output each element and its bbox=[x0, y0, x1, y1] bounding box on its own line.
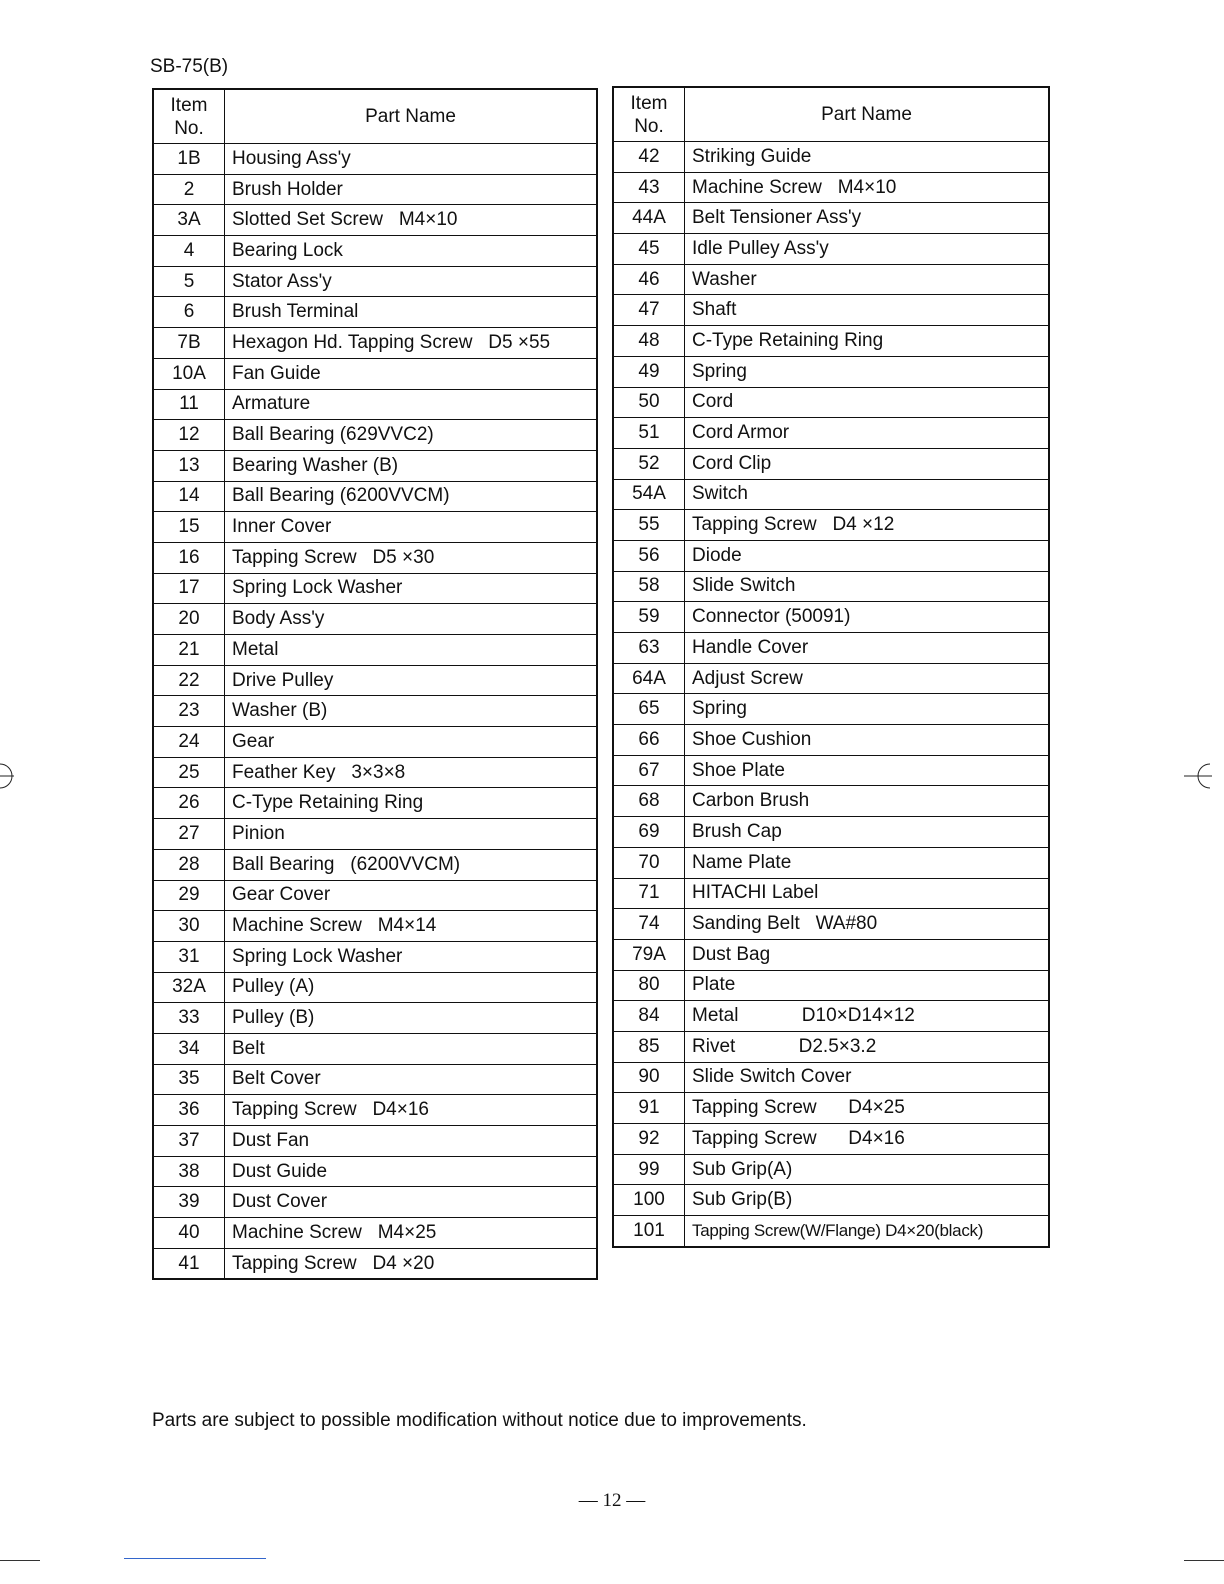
part-name: Tapping Screw D4 ×12 bbox=[685, 510, 1050, 541]
table-row bbox=[613, 387, 1049, 418]
table-row bbox=[153, 1187, 597, 1218]
item-number: 56 bbox=[613, 540, 685, 571]
item-number: 42 bbox=[613, 142, 685, 173]
part-name: Plate bbox=[685, 970, 1050, 1001]
item-number: 11 bbox=[153, 389, 225, 420]
table-row bbox=[153, 757, 597, 788]
table-row bbox=[153, 1126, 597, 1157]
part-name: Switch bbox=[685, 479, 1050, 510]
part-name: Belt bbox=[225, 1033, 598, 1064]
part-name: C-Type Retaining Ring bbox=[225, 788, 598, 819]
part-name: Washer bbox=[685, 264, 1050, 295]
item-no-header-line1: Item bbox=[170, 94, 208, 116]
table-row bbox=[153, 236, 597, 267]
table-row bbox=[613, 571, 1049, 602]
table-row bbox=[153, 665, 597, 696]
item-number: 90 bbox=[613, 1062, 685, 1093]
part-name: Dust Cover bbox=[225, 1187, 598, 1218]
table-row bbox=[613, 909, 1049, 940]
part-name: Hexagon Hd. Tapping Screw D5 ×55 bbox=[225, 328, 598, 359]
part-name: Spring Lock Washer bbox=[225, 573, 598, 604]
crop-line bbox=[1184, 1560, 1224, 1561]
part-name: Pulley (A) bbox=[225, 972, 598, 1003]
item-number: 35 bbox=[153, 1064, 225, 1095]
part-name: Sub Grip(A) bbox=[685, 1154, 1050, 1185]
table-row bbox=[613, 295, 1049, 326]
part-name: Shoe Cushion bbox=[685, 725, 1050, 756]
item-number: 26 bbox=[153, 788, 225, 819]
item-number: 15 bbox=[153, 512, 225, 543]
item-number: 74 bbox=[613, 909, 685, 940]
table-row bbox=[153, 1218, 597, 1249]
item-number: 37 bbox=[153, 1126, 225, 1157]
table-row bbox=[613, 234, 1049, 265]
part-name: Bearing Washer (B) bbox=[225, 450, 598, 481]
part-name: Sanding Belt WA#80 bbox=[685, 909, 1050, 940]
table-row bbox=[153, 450, 597, 481]
table-row bbox=[613, 540, 1049, 571]
registration-mark-icon bbox=[1184, 762, 1212, 790]
item-number: 2 bbox=[153, 174, 225, 205]
part-name: Tapping Screw D4×16 bbox=[685, 1124, 1050, 1155]
table-row bbox=[613, 1185, 1049, 1216]
item-number: 51 bbox=[613, 418, 685, 449]
item-number: 91 bbox=[613, 1093, 685, 1124]
model-number: SB-75(B) bbox=[150, 56, 229, 77]
item-number: 22 bbox=[153, 665, 225, 696]
item-no-header bbox=[153, 89, 225, 144]
item-number: 1B bbox=[153, 144, 225, 175]
part-name: Tapping Screw D4 ×20 bbox=[225, 1248, 598, 1279]
table-row bbox=[153, 542, 597, 573]
item-number: 65 bbox=[613, 694, 685, 725]
part-name: Tapping Screw(W/Flange) D4×20(black) bbox=[685, 1216, 1050, 1247]
part-name: Housing Ass'y bbox=[225, 144, 598, 175]
item-number: 16 bbox=[153, 542, 225, 573]
item-number: 66 bbox=[613, 725, 685, 756]
table-row bbox=[613, 1124, 1049, 1155]
table-row bbox=[153, 819, 597, 850]
part-name: Adjust Screw bbox=[685, 663, 1050, 694]
item-number: 30 bbox=[153, 911, 225, 942]
part-name: C-Type Retaining Ring bbox=[685, 326, 1050, 357]
table-row bbox=[153, 911, 597, 942]
item-number: 23 bbox=[153, 696, 225, 727]
part-name: Bearing Lock bbox=[225, 236, 598, 267]
item-number: 52 bbox=[613, 448, 685, 479]
item-number: 43 bbox=[613, 172, 685, 203]
table-row bbox=[153, 481, 597, 512]
table-row bbox=[153, 604, 597, 635]
table-row bbox=[153, 174, 597, 205]
part-name: Name Plate bbox=[685, 847, 1050, 878]
item-number: 84 bbox=[613, 1001, 685, 1032]
item-number: 63 bbox=[613, 633, 685, 664]
table-header-row bbox=[613, 87, 1049, 142]
item-no-header bbox=[613, 87, 685, 142]
item-number: 25 bbox=[153, 757, 225, 788]
table-row bbox=[153, 696, 597, 727]
item-number: 38 bbox=[153, 1156, 225, 1187]
table-row bbox=[613, 142, 1049, 173]
item-number: 55 bbox=[613, 510, 685, 541]
part-name: Tapping Screw D5 ×30 bbox=[225, 542, 598, 573]
table-row bbox=[153, 727, 597, 758]
item-number: 71 bbox=[613, 878, 685, 909]
footer-note: Parts are subject to possible modification without notice due to improvements. bbox=[152, 1410, 807, 1431]
table-row bbox=[613, 1001, 1049, 1032]
table-row bbox=[153, 1248, 597, 1279]
table-row bbox=[153, 880, 597, 911]
part-name: Handle Cover bbox=[685, 633, 1050, 664]
part-name: Armature bbox=[225, 389, 598, 420]
table-row bbox=[613, 448, 1049, 479]
table-row bbox=[613, 172, 1049, 203]
part-name: Machine Screw M4×10 bbox=[685, 172, 1050, 203]
table-row bbox=[613, 694, 1049, 725]
part-name: Spring bbox=[685, 356, 1050, 387]
part-name: Cord bbox=[685, 387, 1050, 418]
item-number: 36 bbox=[153, 1095, 225, 1126]
part-name: Fan Guide bbox=[225, 358, 598, 389]
item-number: 39 bbox=[153, 1187, 225, 1218]
table-row bbox=[153, 1003, 597, 1034]
table-row bbox=[613, 817, 1049, 848]
item-number: 64A bbox=[613, 663, 685, 694]
table-row bbox=[153, 144, 597, 175]
part-name: Dust Bag bbox=[685, 939, 1050, 970]
part-name: Stator Ass'y bbox=[225, 266, 598, 297]
part-name: Ball Bearing (6200VVCM) bbox=[225, 481, 598, 512]
part-name: Brush Terminal bbox=[225, 297, 598, 328]
parts-table-left bbox=[152, 88, 598, 1280]
table-row bbox=[153, 1064, 597, 1095]
item-number: 85 bbox=[613, 1031, 685, 1062]
item-number: 17 bbox=[153, 573, 225, 604]
item-no-header-line2: No. bbox=[634, 115, 664, 137]
table-row bbox=[613, 878, 1049, 909]
item-number: 3A bbox=[153, 205, 225, 236]
table-row bbox=[613, 755, 1049, 786]
part-name: Cord Clip bbox=[685, 448, 1050, 479]
item-number: 27 bbox=[153, 819, 225, 850]
table-row bbox=[613, 264, 1049, 295]
table-row bbox=[613, 418, 1049, 449]
part-name: Machine Screw M4×25 bbox=[225, 1218, 598, 1249]
table-row bbox=[153, 849, 597, 880]
item-number: 24 bbox=[153, 727, 225, 758]
part-name: Slide Switch bbox=[685, 571, 1050, 602]
part-name: Shoe Plate bbox=[685, 755, 1050, 786]
table-row bbox=[153, 573, 597, 604]
item-number: 54A bbox=[613, 479, 685, 510]
item-number: 31 bbox=[153, 941, 225, 972]
part-name: Striking Guide bbox=[685, 142, 1050, 173]
part-name: Ball Bearing (6200VVCM) bbox=[225, 849, 598, 880]
table-row bbox=[613, 1062, 1049, 1093]
item-number: 6 bbox=[153, 297, 225, 328]
item-number: 5 bbox=[153, 266, 225, 297]
table-row bbox=[153, 512, 597, 543]
item-no-header-line2: No. bbox=[174, 117, 204, 139]
part-name: Body Ass'y bbox=[225, 604, 598, 635]
table-row bbox=[613, 1216, 1049, 1247]
item-number: 99 bbox=[613, 1154, 685, 1185]
part-name: Gear Cover bbox=[225, 880, 598, 911]
parts-table-right bbox=[612, 86, 1050, 1248]
part-name: Diode bbox=[685, 540, 1050, 571]
part-name: Carbon Brush bbox=[685, 786, 1050, 817]
table-row bbox=[153, 1095, 597, 1126]
part-name: Pulley (B) bbox=[225, 1003, 598, 1034]
part-name: HITACHI Label bbox=[685, 878, 1050, 909]
table-row bbox=[613, 847, 1049, 878]
item-number: 45 bbox=[613, 234, 685, 265]
table-row bbox=[153, 1156, 597, 1187]
part-name: Connector (50091) bbox=[685, 602, 1050, 633]
table-row bbox=[613, 970, 1049, 1001]
item-number: 20 bbox=[153, 604, 225, 635]
item-number: 12 bbox=[153, 420, 225, 451]
item-number: 34 bbox=[153, 1033, 225, 1064]
item-number: 10A bbox=[153, 358, 225, 389]
item-number: 101 bbox=[613, 1216, 685, 1247]
table-row bbox=[153, 788, 597, 819]
part-name: Cord Armor bbox=[685, 418, 1050, 449]
item-number: 59 bbox=[613, 602, 685, 633]
table-row bbox=[153, 1033, 597, 1064]
part-name: Rivet D2.5×3.2 bbox=[685, 1031, 1050, 1062]
part-name: Gear bbox=[225, 727, 598, 758]
table-row bbox=[613, 356, 1049, 387]
item-number: 68 bbox=[613, 786, 685, 817]
item-number: 50 bbox=[613, 387, 685, 418]
table-row bbox=[613, 1093, 1049, 1124]
part-name-header: Part Name bbox=[225, 89, 598, 144]
part-name: Metal D10×D14×12 bbox=[685, 1001, 1050, 1032]
part-name: Dust Fan bbox=[225, 1126, 598, 1157]
table-row bbox=[613, 510, 1049, 541]
part-name-header: Part Name bbox=[685, 87, 1050, 142]
table-row bbox=[153, 635, 597, 666]
part-name: Dust Guide bbox=[225, 1156, 598, 1187]
item-number: 21 bbox=[153, 635, 225, 666]
part-name: Pinion bbox=[225, 819, 598, 850]
item-no-header-line1: Item bbox=[630, 92, 668, 114]
part-name: Brush Holder bbox=[225, 174, 598, 205]
part-name: Tapping Screw D4×16 bbox=[225, 1095, 598, 1126]
item-number: 7B bbox=[153, 328, 225, 359]
table-row bbox=[153, 205, 597, 236]
registration-mark-icon bbox=[0, 762, 14, 790]
table-row bbox=[613, 725, 1049, 756]
item-number: 29 bbox=[153, 880, 225, 911]
item-number: 69 bbox=[613, 817, 685, 848]
part-name: Belt Cover bbox=[225, 1064, 598, 1095]
item-number: 32A bbox=[153, 972, 225, 1003]
part-name: Slotted Set Screw M4×10 bbox=[225, 205, 598, 236]
table-row bbox=[153, 297, 597, 328]
part-name: Metal bbox=[225, 635, 598, 666]
part-name: Spring bbox=[685, 694, 1050, 725]
table-row bbox=[153, 266, 597, 297]
item-number: 58 bbox=[613, 571, 685, 602]
table-row bbox=[613, 479, 1049, 510]
table-row bbox=[613, 203, 1049, 234]
item-number: 100 bbox=[613, 1185, 685, 1216]
item-number: 14 bbox=[153, 481, 225, 512]
item-number: 49 bbox=[613, 356, 685, 387]
item-number: 48 bbox=[613, 326, 685, 357]
part-name: Drive Pulley bbox=[225, 665, 598, 696]
item-number: 4 bbox=[153, 236, 225, 267]
part-name: Brush Cap bbox=[685, 817, 1050, 848]
part-name: Belt Tensioner Ass'y bbox=[685, 203, 1050, 234]
table-row bbox=[613, 326, 1049, 357]
item-number: 92 bbox=[613, 1124, 685, 1155]
item-number: 47 bbox=[613, 295, 685, 326]
part-name: Feather Key 3×3×8 bbox=[225, 757, 598, 788]
crop-line bbox=[124, 1558, 266, 1559]
item-number: 80 bbox=[613, 970, 685, 1001]
table-row bbox=[613, 1031, 1049, 1062]
item-number: 67 bbox=[613, 755, 685, 786]
item-number: 28 bbox=[153, 849, 225, 880]
item-number: 70 bbox=[613, 847, 685, 878]
table-row bbox=[153, 941, 597, 972]
crop-line bbox=[0, 1560, 40, 1561]
part-name: Inner Cover bbox=[225, 512, 598, 543]
page-number: — 12 — bbox=[578, 1490, 646, 1511]
item-number: 13 bbox=[153, 450, 225, 481]
item-number: 79A bbox=[613, 939, 685, 970]
table-row bbox=[613, 602, 1049, 633]
item-number: 41 bbox=[153, 1248, 225, 1279]
table-row bbox=[153, 972, 597, 1003]
part-name: Spring Lock Washer bbox=[225, 941, 598, 972]
item-number: 33 bbox=[153, 1003, 225, 1034]
part-name: Machine Screw M4×14 bbox=[225, 911, 598, 942]
part-name: Ball Bearing (629VVC2) bbox=[225, 420, 598, 451]
table-row bbox=[613, 1154, 1049, 1185]
part-name: Washer (B) bbox=[225, 696, 598, 727]
item-number: 44A bbox=[613, 203, 685, 234]
table-row bbox=[153, 389, 597, 420]
item-number: 46 bbox=[613, 264, 685, 295]
part-name: Sub Grip(B) bbox=[685, 1185, 1050, 1216]
part-name: Shaft bbox=[685, 295, 1050, 326]
table-row bbox=[613, 939, 1049, 970]
table-header-row bbox=[153, 89, 597, 144]
table-row bbox=[153, 358, 597, 389]
table-row bbox=[613, 633, 1049, 664]
table-row bbox=[613, 663, 1049, 694]
table-row bbox=[153, 420, 597, 451]
item-number: 40 bbox=[153, 1218, 225, 1249]
part-name: Tapping Screw D4×25 bbox=[685, 1093, 1050, 1124]
table-row bbox=[613, 786, 1049, 817]
part-name: Slide Switch Cover bbox=[685, 1062, 1050, 1093]
part-name: Idle Pulley Ass'y bbox=[685, 234, 1050, 265]
table-row bbox=[153, 328, 597, 359]
